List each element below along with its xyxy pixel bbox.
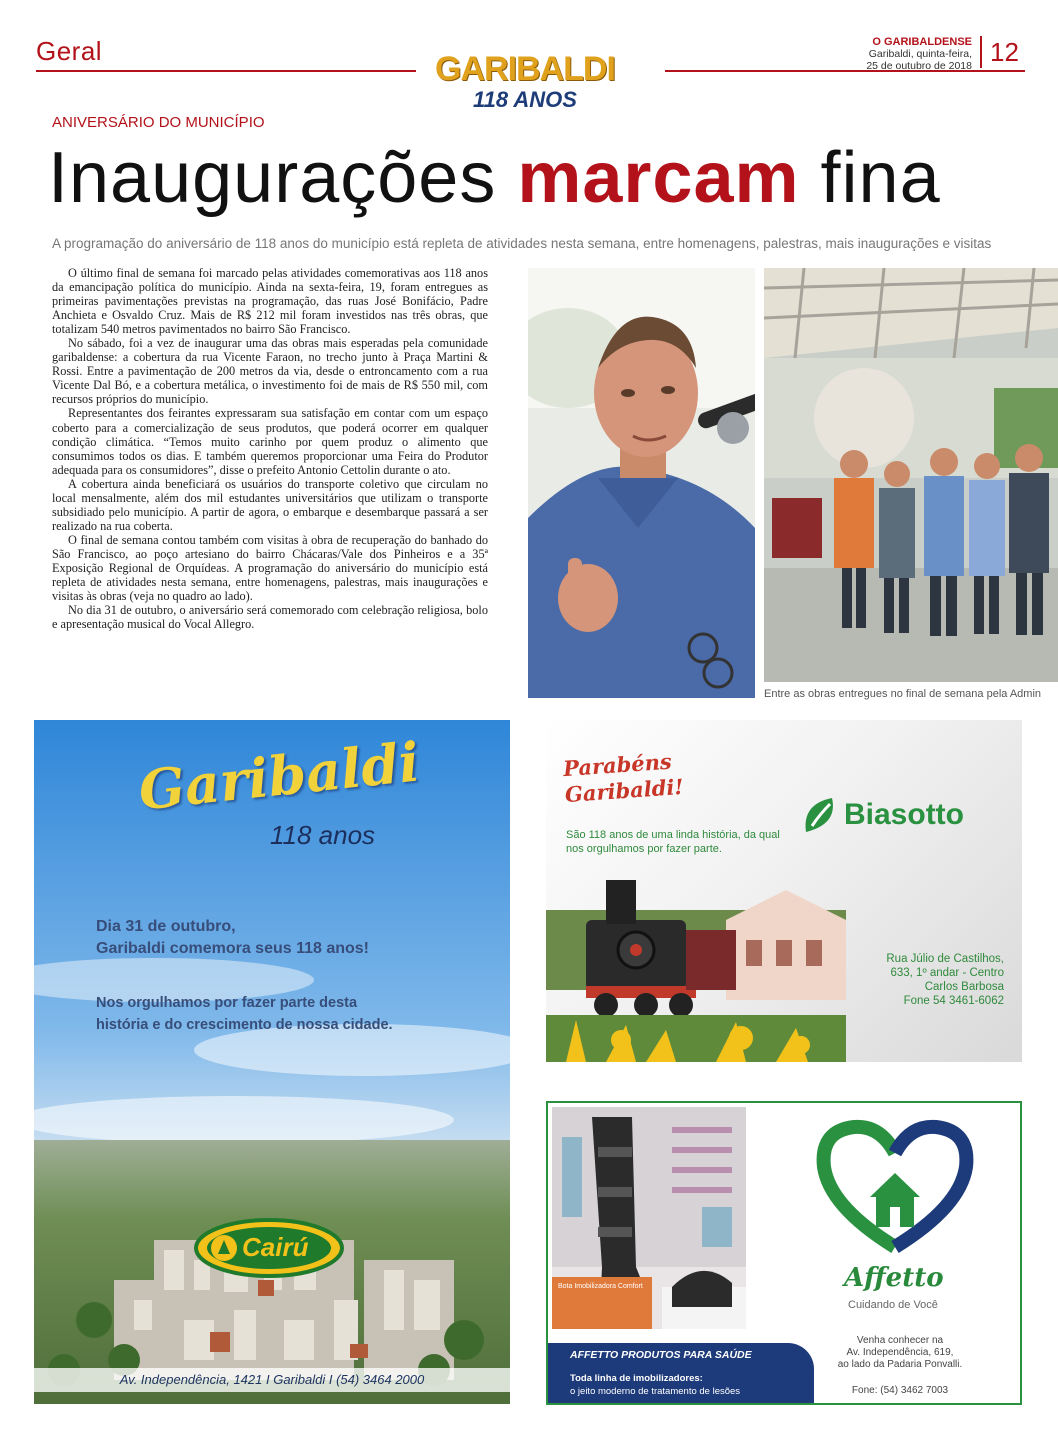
biasotto-brand-text: Biasotto <box>844 797 964 831</box>
address-line: Fone 54 3461-6062 <box>903 995 1004 1007</box>
affetto-brand: Affetto <box>844 1263 944 1293</box>
cairu-logo <box>194 1218 344 1278</box>
ad-biasotto-title-line: Parabéns <box>562 748 673 782</box>
edition-line-1: Garibaldi, quinta-feira, <box>868 48 972 60</box>
affetto-heart-house-logo <box>810 1117 980 1257</box>
body-paragraph: Representantes dos feirantes expressaram sua satisfação em contar com um espaço coberto para a comercialização de seus produtos, que poderá ocorrer em qualquer condição climática. “Temos muito carinho por quem produz o alimento que consumimos todos os dias. E também queremos proporcionar uma Feira do Produtor adequada para os consumidores”, disse o prefeito Antonio Cettolin durante o ato. <box>52 406 488 477</box>
body-paragraph: No dia 31 de outubro, o aniversário será comemorado com celebração religiosa, bolo e apresentação musical do Vocal Allegro. <box>52 603 488 632</box>
headline-part-1: Inaugurações <box>48 138 518 218</box>
logo-years: 118 ANOS <box>473 87 577 112</box>
paper-name: O GARIBALDENSE <box>872 36 972 48</box>
page-number: 12 <box>980 36 1027 68</box>
ad-cairu-line: Nos orgulhamos por fazer parte desta <box>96 995 358 1011</box>
address-line: Av. Independência, 619, <box>846 1347 954 1358</box>
ad-biasotto-title-line: Garibaldi! <box>564 773 685 808</box>
ad-cairu-line: história e do crescimento de nossa cidade. <box>96 1017 393 1033</box>
address-line: ao lado da Padaria Ponvalli. <box>837 1359 963 1370</box>
section-label: Geral <box>36 36 103 66</box>
biasotto-leaf-icon <box>802 796 838 836</box>
body-paragraph: No sábado, foi a vez de inaugurar uma das obras mais esperadas pela comunidade garibaldense: a cobertura da rua Vicente Faraon, no trecho junto à Praça Martini & Rossi. Entre a pavimentação de 200 metros da via, desde o entroncamento com a rua Vicente Dal Bó, e a cobertura metálica, o investimento foi de mais de R$ 550 mil, com recursos próprios do município. <box>52 336 488 407</box>
masthead <box>866 36 972 72</box>
biasotto-logo <box>802 796 964 836</box>
affetto-phone: Fone: (54) 3462 7003 <box>851 1385 949 1396</box>
ad-biasotto-address <box>846 952 1004 1008</box>
ad-affetto <box>546 1101 1022 1405</box>
photo-mayor-speaking <box>528 268 755 698</box>
body-paragraph: O final de semana contou também com visitas à obra de recuperação do banhado do São Francisco, ao poço artesiano do bairro Chácaras/Vale dos Pinheiros e a 35ª Exposição Regional de Orquídeas. A programação do aniversário do município está repleta de atividades nesta semana, entre homenagens, palestras, mais inaugurações e visitas às obras (veja no quadro ao lado). <box>52 532 488 604</box>
ad-cairu-message <box>96 992 476 1036</box>
affetto-band-line-1: Toda linha de imobilizadores: <box>570 1373 703 1384</box>
article-body <box>52 266 488 631</box>
headline-part-2: marcam <box>517 138 800 218</box>
train-illustration <box>546 850 846 1062</box>
photo-mayor-illustration <box>528 268 755 698</box>
affetto-box-label: Bota Imobilizadora Comfort <box>558 1283 643 1290</box>
cairu-brand-text: Cairú <box>242 1232 309 1262</box>
affetto-address <box>810 1335 990 1371</box>
address-line: Rua Júlio de Castilhos, <box>886 953 1004 965</box>
affetto-store-photo <box>552 1107 746 1343</box>
photo-group-illustration <box>764 268 1058 682</box>
article-standfirst: A programação do aniversário de 118 anos do município está repleta de atividades nesta semana, entre homenagens, palestras, mais inaugurações e visitas <box>52 236 992 251</box>
ad-cairu-footer: Av. Independência, 1421 I Garibaldi I (54) 3464 2000 <box>34 1368 510 1392</box>
headline-part-3: fina <box>799 138 941 218</box>
photo-inauguration-group <box>764 268 1058 682</box>
ad-cairu-title: Garibaldi <box>135 729 423 823</box>
edition-line-2: 25 de outubro de 2018 <box>866 60 972 72</box>
ad-biasotto-subtitle: São 118 anos de uma linda história, da qual nos orgulhamos por fazer parte. <box>566 829 780 855</box>
photo-caption: Entre as obras entregues no final de semana pela Admin <box>764 688 1042 700</box>
body-paragraph: O último final de semana foi marcado pelas atividades comemorativas aos 118 anos da emancipação política do município. Ainda na sexta-feira, 19, foram entregues as primeiras pavimentações previstas na programação, das ruas José Bonifácio, Padre Anchieta e Osvaldo Cruz. Mais de R$ 212 mil foram investidos nas três obras, que totalizam 540 metros pavimentados no bairro São Francisco. <box>52 266 488 337</box>
ad-cairu-headline <box>96 916 476 960</box>
ad-cairu-line: Dia 31 de outubro, <box>96 918 236 935</box>
address-line: Carlos Barbosa <box>924 981 1004 993</box>
ad-cairu <box>34 720 510 1404</box>
logo-word: GARIBALDI <box>435 50 615 88</box>
address-line: 633, 1º andar - Centro <box>890 967 1004 979</box>
ad-biasotto-title <box>562 748 684 808</box>
article-headline <box>48 136 941 220</box>
affetto-band-line-2: o jeito moderno de tratamento de lesões <box>570 1386 741 1397</box>
affetto-band-title: AFFETTO PRODUTOS PARA SAÚDE <box>570 1349 752 1361</box>
header-rule-left <box>36 70 416 72</box>
article-kicker: ANIVERSÁRIO DO MUNICÍPIO <box>52 114 265 131</box>
anniversary-logo <box>430 50 620 120</box>
ad-cairu-years: 118 anos <box>270 820 376 850</box>
ad-cairu-line: Garibaldi comemora seus 118 anos! <box>96 940 370 957</box>
affetto-tagline: Cuidando de Você <box>848 1299 938 1311</box>
body-paragraph: A cobertura ainda beneficiará os usuários do transporte coletivo que circulam no local mensalmente, além dos mil estudantes universitários que utilizam o transporte subsidiado pelo município. A partir de agora, o embarque e desembarque passará a ser realizado na rua coberta. <box>52 476 488 533</box>
ad-biasotto <box>546 720 1022 1062</box>
address-line: Venha conhecer na <box>856 1335 944 1346</box>
